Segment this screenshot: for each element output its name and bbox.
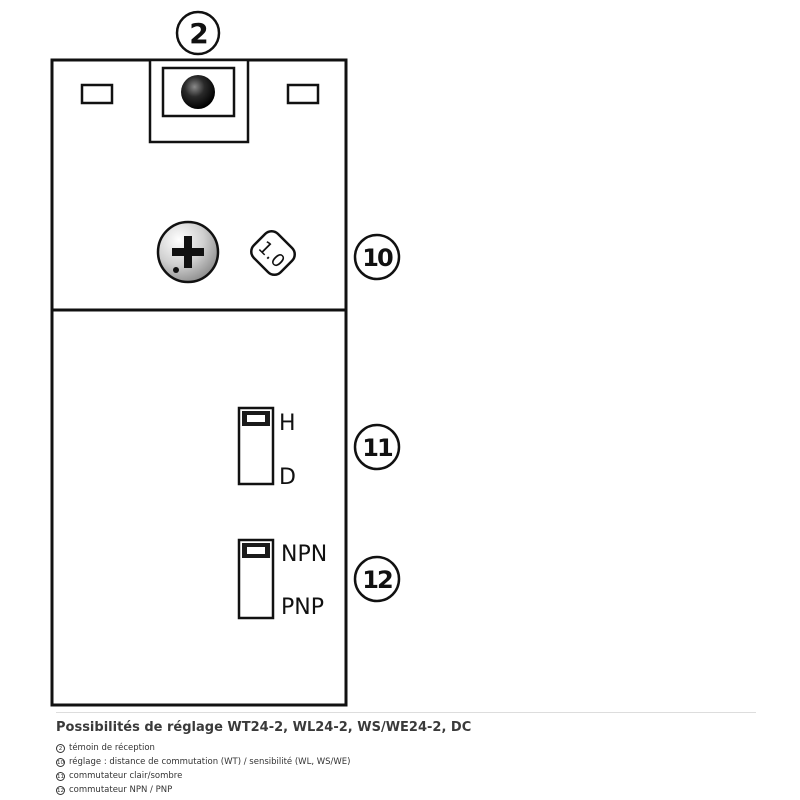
callout-12-number: 12 [362, 566, 392, 594]
legend-number: 10 [57, 759, 64, 766]
npn-pnp-switch[interactable] [239, 540, 273, 618]
caption-divider [56, 712, 756, 713]
callout-11 [355, 425, 399, 469]
callout-12 [355, 557, 399, 601]
sensitivity-potentiometer[interactable] [158, 222, 218, 282]
light-dark-switch[interactable] [239, 408, 273, 484]
knob-dot [173, 267, 179, 273]
callout-2-number: 2 [189, 17, 207, 50]
scale-label: 1.0 [253, 237, 289, 273]
legend-text: témoin de réception [69, 743, 155, 753]
legend-item [56, 743, 155, 754]
switch-label-d: D [279, 465, 296, 490]
reception-indicator [150, 60, 248, 142]
led-icon [181, 75, 215, 109]
legend-item [56, 785, 172, 796]
switch-label-pnp: PNP [281, 595, 324, 620]
callout-11-number: 11 [362, 434, 392, 462]
legend-item [56, 757, 350, 768]
legend-text: commutateur NPN / PNP [69, 785, 173, 795]
legend-number: 11 [57, 773, 64, 780]
switch-label-h: H [279, 411, 296, 436]
callout-2 [177, 12, 219, 54]
legend-item [56, 771, 182, 782]
slot-left [82, 85, 112, 103]
callout-10 [355, 235, 399, 279]
legend-number: 2 [56, 744, 65, 753]
callout-10-number: 10 [362, 244, 392, 272]
caption-title: Possibilités de réglage WT24-2, WL24-2, WS/WE24-2, DC [56, 720, 472, 735]
slot-right [288, 85, 318, 103]
legend-text: commutateur clair/sombre [69, 771, 183, 781]
legend-number: 12 [57, 787, 64, 794]
switch-label-npn: NPN [281, 542, 328, 567]
legend-text: réglage : distance de commutation (WT) / sensibilité (WL, WS/WE) [69, 757, 351, 767]
